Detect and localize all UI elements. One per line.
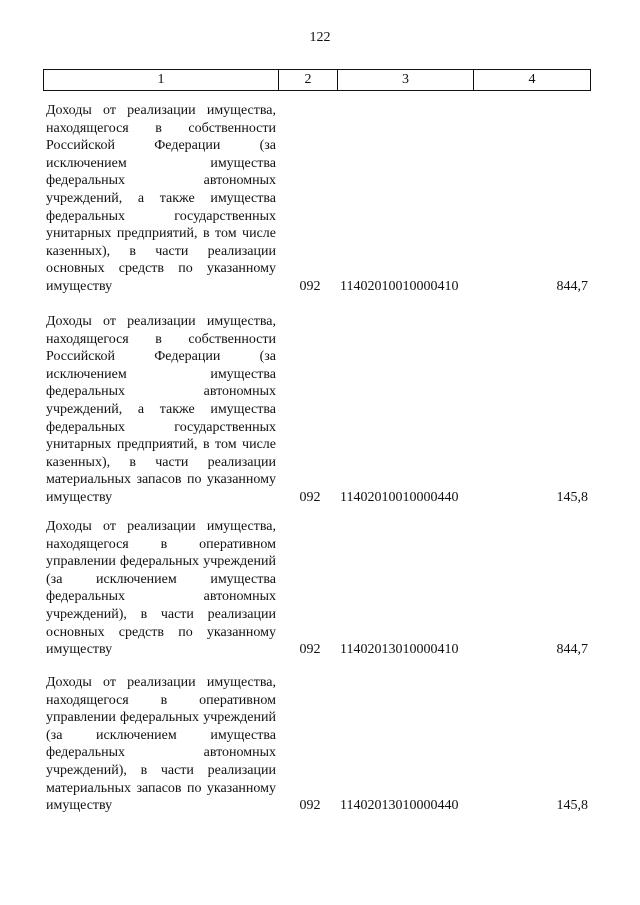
column-header-2: 2: [279, 70, 338, 91]
row-kbk-code: 11402010010000440: [340, 489, 459, 505]
row-admin-code: 092: [299, 642, 321, 658]
row-admin-code: 092: [299, 489, 321, 505]
row-kbk-code: 11402013010000440: [340, 798, 459, 814]
row-admin-code: 092: [299, 798, 321, 814]
row-kbk-code: 11402013010000410: [340, 642, 459, 658]
row-description: Доходы от реализации имущества, находящегося в собственности Российской Федерации (за исключением имущества федеральных автономных учреждений, а также имущества федеральных государственных унитарных предприятий, в том числе казенных), в части реализации материальных запасов по указанному имуществу: [46, 314, 276, 505]
column-header-3: 3: [338, 70, 474, 91]
row-amount: 844,7: [556, 642, 588, 658]
page-number: 122: [309, 30, 331, 45]
row-description: Доходы от реализации имущества, находящегося в оперативном управлении федеральных учреждений (за исключением имущества федеральных автономных учреждений), в части реализации основных средств по указанному имуществу: [46, 519, 276, 658]
column-header-row: [44, 70, 591, 91]
row-admin-code: 092: [299, 278, 321, 294]
column-header-4: 4: [474, 70, 591, 91]
table-row: [46, 313, 589, 507]
row-description: Доходы от реализации имущества, находящегося в собственности Российской Федерации (за исключением имущества федеральных автономных учреждений, а также имущества федеральных государственных унитарных предприятий, в том числе казенных), в части реализации основных средств по указанному имуществу: [46, 103, 276, 294]
table-row: [46, 102, 589, 296]
row-amount: 145,8: [556, 489, 588, 505]
table-row: [46, 518, 589, 659]
row-amount: 145,8: [556, 798, 588, 814]
column-header-1: 1: [44, 70, 279, 91]
column-header-table: [43, 69, 591, 91]
row-description: Доходы от реализации имущества, находящегося в оперативном управлении федеральных учреждений (за исключением имущества федеральных автономных учреждений), в части реализации материальных запасов по указанному имуществу: [46, 675, 276, 814]
row-amount: 844,7: [556, 278, 588, 294]
row-kbk-code: 11402010010000410: [340, 278, 459, 294]
table-row: [46, 674, 589, 815]
